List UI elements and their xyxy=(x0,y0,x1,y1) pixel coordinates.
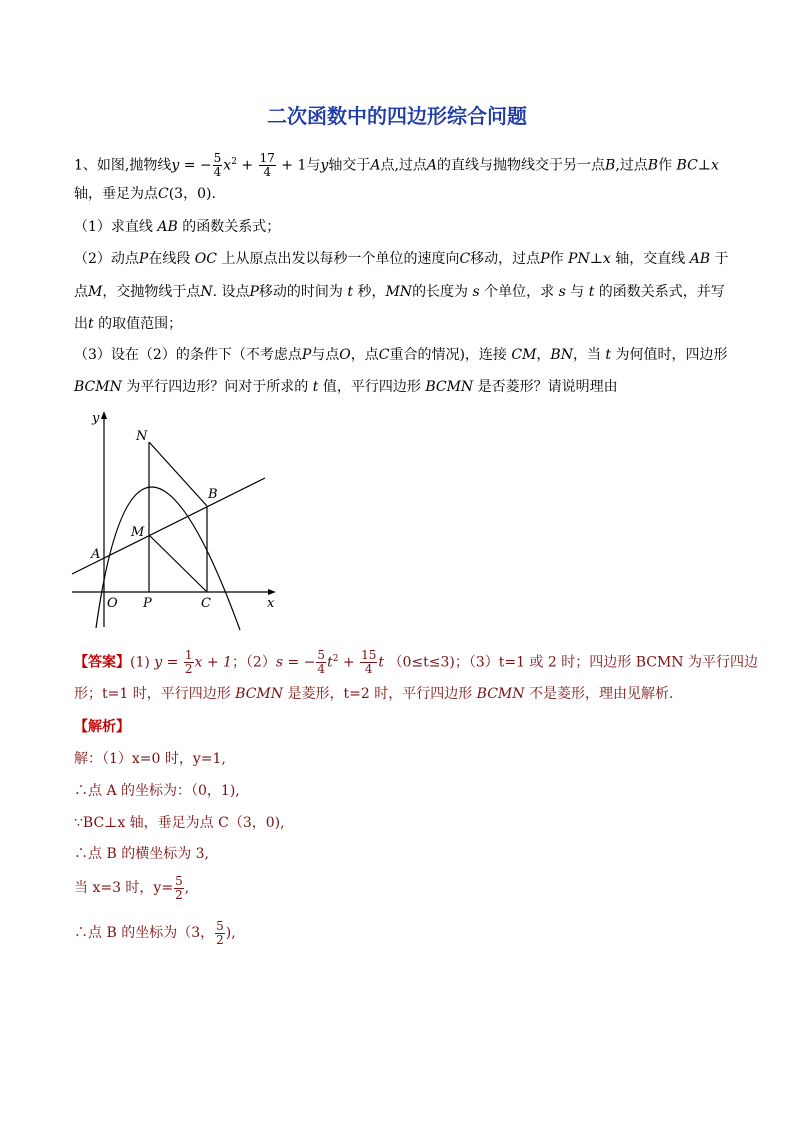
geometry-figure xyxy=(60,405,290,635)
page-title: 二次函数中的四边形综合问题 xyxy=(267,104,527,128)
question-2-line-1: （2）动点P在线段 OC 上从原点出发以每秒一个单位的速度向C移动，过点P作 PN⊥x 轴，交直线 AB 于 xyxy=(74,251,729,267)
label-n: N xyxy=(136,429,148,444)
label-c: C xyxy=(201,596,211,611)
label-x: x xyxy=(267,596,275,611)
label-y: y xyxy=(92,411,100,426)
problem-line-2: 轴，垂足为点C(3，0). xyxy=(74,186,216,202)
problem-line-1: 1、如图,抛物线y = − $\frac{5}{4}$ $x^2$ + $\frac{17}{4}$ + 1与y轴交于A点,过点A的直线与抛物线交于另一点B,过点B作 BC⊥x xyxy=(74,151,719,180)
analysis-line-2: ∴点 A 的坐标为：（0，1), xyxy=(74,783,240,799)
y-axis-arrow xyxy=(101,411,107,419)
label-p: P xyxy=(143,596,152,611)
answer-line-2: 形；t=1 时，平行四边形 BCMN 是菱形，t=2 时，平行四边形 BCMN 不是菱形，理由见解析. xyxy=(74,686,674,702)
analysis-line-5: 当 x=3 时，y= $\frac{5}{2}$ , xyxy=(74,873,190,902)
analysis-line-4: ∴点 B 的横坐标为 3, xyxy=(74,846,209,862)
fraction-17-4: $\frac{17}{4}$ xyxy=(259,151,275,180)
question-1: （1）求直线 AB 的函数关系式； xyxy=(74,219,281,235)
label-o: O xyxy=(107,596,118,611)
question-2-line-2: 点M，交抛物线于点N. 设点P移动的时间为 t 秒，MN的长度为 s 个单位，求 s 与 t 的函数关系式，并写 xyxy=(74,284,725,300)
analysis-line-3: ∵BC⊥x 轴，垂足为点 C（3，0), xyxy=(74,815,285,831)
analysis-line-6: ∴点 B 的坐标为（3， $\frac{5}{2}$ ), xyxy=(74,918,236,947)
x-axis-arrow xyxy=(268,589,276,595)
segment-mc xyxy=(149,535,207,592)
answer-line-1: 【答案】(1) y = $\frac{1}{2}$ x + 1；（2）s = − $\frac{5}{4}$ $t^2$ + $\frac{15}{4}$ t （0≤t≤3)；（3）t=1 或 2 时；四边形 BCMN 为平行四边 xyxy=(74,648,758,677)
question-3-line-1: （3）设在（2）的条件下（不考虑点P与点O，点C重合的情况)，连接 CM，BN，当 t 为何值时，四边形 xyxy=(74,347,728,363)
line-ab xyxy=(72,478,265,574)
question-3-line-2: BCMN 为平行四边形？问对于所求的 t 值，平行四边形 BCMN 是否菱形？请说明理由 xyxy=(74,379,618,395)
analysis-line-1: 解：（1）x=0 时，y=1, xyxy=(74,751,226,767)
fraction-5-4: $\frac{5}{4}$ xyxy=(213,151,222,180)
label-b: B xyxy=(208,487,218,502)
question-2-line-3: 出t 的取值范围； xyxy=(74,316,183,332)
label-m: M xyxy=(131,525,145,540)
analysis-heading: 【解析】 xyxy=(74,719,130,735)
label-a: A xyxy=(91,547,101,562)
segment-nb xyxy=(149,442,207,506)
